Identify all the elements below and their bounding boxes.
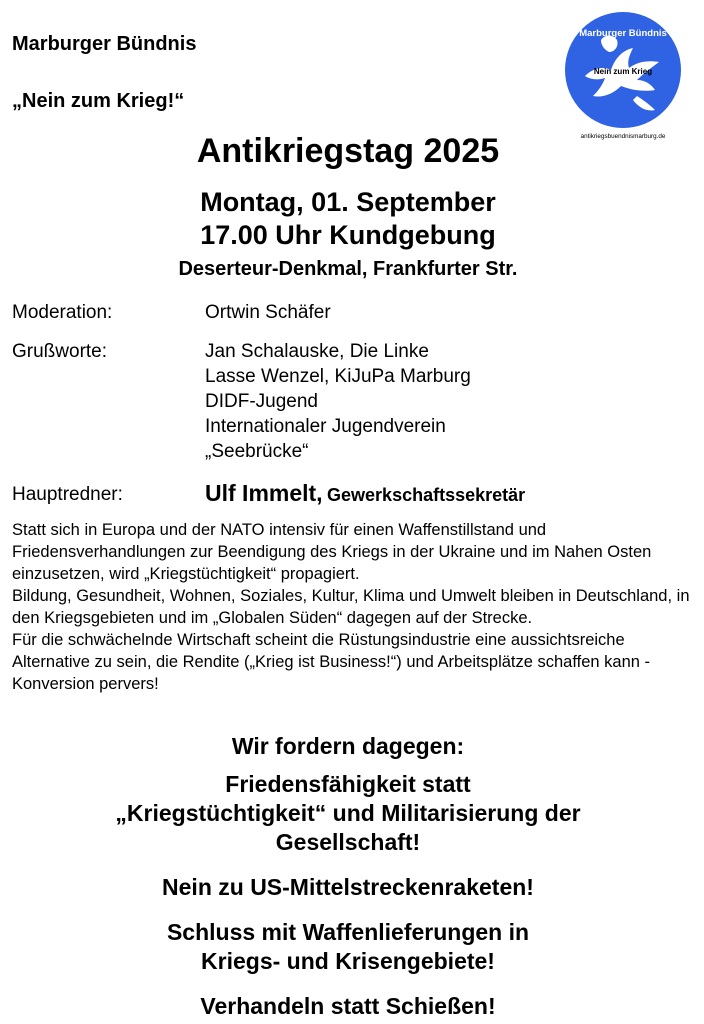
greeting-item: Jan Schalauske, Die Linke (205, 341, 429, 362)
greeting-item: DIDF-Jugend (205, 391, 318, 412)
org-name: Marburger Bündnis (12, 33, 197, 55)
event-title: Antikriegstag 2025 (196, 132, 500, 170)
demand-1-line: „Kriegstüchtigkeit“ und Militarisierung der (115, 800, 581, 826)
main-speaker-role: Gewerkschaftssekretär (327, 485, 526, 505)
main-speaker-label: Hauptredner: (12, 484, 123, 505)
greetings-label: Grußworte: (12, 341, 108, 362)
paragraph: Bildung, Gesundheit, Wohnen, Soziales, Kultur, Klima und Umwelt bleiben in Deutschland, in den Kriegsgebieten und im „Globalen Süden“ dagegen auf der Strecke. (12, 587, 690, 627)
event-date-time (0, 186, 696, 252)
main-speaker (205, 480, 525, 507)
paragraph: Statt sich in Europa und der NATO intensiv für einen Waffenstillstand und Friedensverhandlungen zur Beendigung des Kriegs in der Ukraine und im Nahen Osten einzusetzen, wird „Kriegstüchtigkeit“ propagiert. (12, 521, 652, 583)
demand-1-line: Gesellschaft! (275, 829, 421, 855)
demand-2: Nein zu US-Mittelstreckenraketen! (162, 874, 534, 900)
logo-middle-text: Nein zum Krieg (593, 67, 653, 76)
demand-1 (0, 770, 696, 857)
demand-1-line: Friedensfähigkeit statt (225, 771, 471, 797)
greetings-list (205, 339, 471, 464)
moderation-label: Moderation: (12, 302, 113, 323)
body-text (12, 519, 696, 695)
paragraph: Für die schwächelnde Wirtschaft scheint die Rüstungsindustrie eine aussichtsreiche Alternative zu sein, die Rendite („Krieg ist Business!“) und Arbeitsplätze schaffen kann - Konversion pervers! (12, 631, 651, 693)
logo-url-text: antikriegsbuendnismarburg.de (580, 133, 666, 140)
greeting-item: „Seebrücke“ (205, 441, 309, 462)
event-time: 17.00 Uhr Kundgebung (200, 220, 496, 250)
demand-4: Verhandeln statt Schießen! (200, 993, 496, 1019)
demand-3-line: Schluss mit Waffenlieferungen in (166, 919, 530, 945)
moderation-value: Ortwin Schäfer (205, 302, 331, 323)
greeting-item: Lasse Wenzel, KiJuPa Marburg (205, 366, 471, 387)
logo-top-text: Marburger Bündnis (579, 28, 667, 39)
event-place: Deserteur-Denkmal, Frankfurter Str. (178, 258, 518, 280)
greeting-item: Internationaler Jugendverein (205, 416, 446, 437)
main-speaker-name: Ulf Immelt, (205, 480, 323, 506)
demand-3-line: Kriegs- und Krisengebiete! (201, 948, 495, 974)
logo (563, 12, 683, 140)
demand-3 (0, 918, 696, 976)
demands-heading: Wir fordern dagegen: (231, 733, 465, 759)
event-date: Montag, 01. September (200, 187, 496, 217)
org-slogan: „Nein zum Krieg!“ (12, 90, 185, 112)
